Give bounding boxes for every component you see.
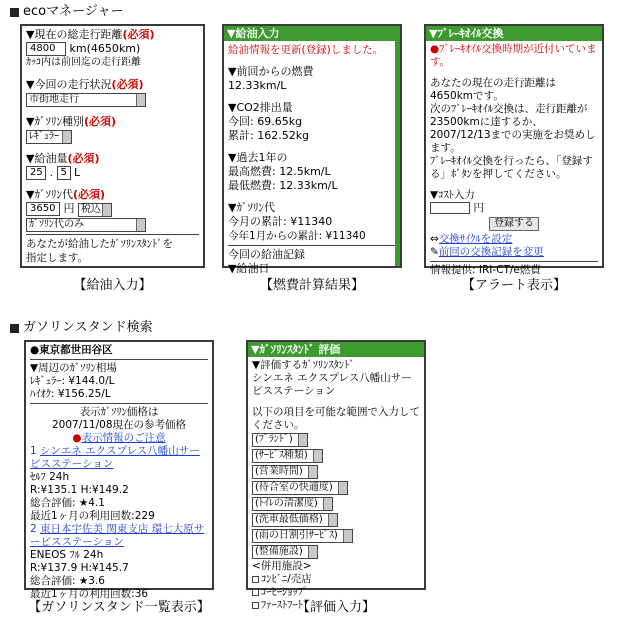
section-title-gs: ガソリンスタンド検索: [10, 320, 153, 336]
odometer-input[interactable]: 4800: [26, 42, 66, 56]
eval-select[interactable]: (ﾌﾞﾗﾝﾄﾞ): [252, 433, 308, 447]
eval-select[interactable]: (整備施設): [252, 545, 318, 559]
screen-evaluation: ▼ｶﾞｿﾘﾝｽﾀﾝﾄﾞ 評価 ▼評価するｶﾞｿﾘﾝｽﾀﾝﾄﾞ シンエネ エクスプレス八幡山サービスステーション 以下の項目を可能な範囲で入力してください。 (ﾌﾞﾗﾝﾄﾞ) (ｻｰﾋﾞｽ種類) (営業時間) (待合室の快適度) (ﾄｲﾚの清潔度) (洗車最低価格) (雨の日割引ｻｰﾋﾞｽ) (整備施設) <併用施設> ｺﾝﾋﾞﾆ/売店 ｺｰﾋｰｼｮｯﾌﾟ ﾌｧｰｽﾄﾌｰﾄﾞ: [246, 340, 426, 590]
screen-alert: ▼ﾌﾞﾚｰｷｵｲﾙ交換 ●ﾌﾞﾚｰｷｵｲﾙ交換時期が近付いています。 あなたの現在の走行距離は4650kmです。 次のﾌﾞﾚｰｷｵｲﾙ交換は、走行距離が23500kmに達するか、2007/12/13までの実施をお奨めします。 ﾌﾞﾚｰｷｵｲﾙ交換を行ったら、「登録する」ﾎﾞﾀﾝを押してください。 ▼ｺｽﾄ入力 円 登録する ⇔交換ｻｲｸﾙを設定 ✎前回の交換記録を変更 情報提供: IRI-CT/e燃費: [424, 24, 604, 268]
caption-alert: 【アラート表示】: [461, 278, 566, 293]
eval-select[interactable]: (雨の日割引ｻｰﾋﾞｽ): [252, 529, 353, 543]
square-icon: [10, 8, 19, 17]
driving-status-select[interactable]: 市街地走行: [26, 93, 146, 107]
square-icon: [10, 324, 19, 333]
station-link-1[interactable]: シンエネ エクスプレス八幡山サービスステーション: [30, 445, 200, 470]
caption-fuel-input: 【給油入力】: [73, 278, 152, 293]
section-title-eco: ecoマネージャー: [10, 4, 124, 20]
price-type-select[interactable]: ｶﾞｿﾘﾝ代のみ: [26, 218, 146, 232]
cost-input[interactable]: [430, 202, 470, 214]
caption-evaluation: 【評価入力】: [296, 600, 375, 615]
history-link[interactable]: 前回の交換記録を変更: [438, 246, 544, 258]
eval-select[interactable]: (営業時間): [252, 465, 318, 479]
checkbox[interactable]: [252, 589, 259, 596]
screen-station-list: ●東京都世田谷区 ▼周辺のｶﾞｿﾘﾝ相場 ﾚｷﾞｭﾗｰ: ¥144.0/L ﾊｲｵｸ: ¥156.25/L 表示ｶﾞｿﾘﾝ価格は 2007/11/08現在の参考価格 ●表示情報のご注意 1 シンエネ エクスプレス八幡山サービスステーション ｾﾙﾌ 24h R:¥135.1 H:¥149.2 総合評価: ★4.1 最近1ヶ月の利用回数:229 2 東日本宇佐美 関東支店 環七大原サービスステーション ENEOS ﾌﾙ 24h R:¥137.9 H:¥145.7 総合評価: ★3.6 最近1ヶ月の利用回数:36: [24, 340, 214, 590]
eval-select[interactable]: (待合室の快適度): [252, 481, 348, 495]
tax-select[interactable]: 税込: [78, 203, 112, 217]
scrollbar[interactable]: [395, 26, 400, 266]
gas-type-select[interactable]: ﾚｷﾞｭﾗｰ: [26, 130, 72, 144]
checkbox[interactable]: [252, 576, 259, 583]
link-icon: ⇔: [430, 233, 439, 245]
price-input[interactable]: 3650: [26, 202, 60, 216]
pin-icon: ●: [430, 43, 440, 55]
pin-icon: ●: [72, 432, 82, 444]
eval-select[interactable]: (ｻｰﾋﾞｽ種類): [252, 449, 323, 463]
screen-fuel-input: ▼現在の総走行距離(必須) 4800 km(4650km) ｶｯｺ内は前回迄の走行距離 ▼今回の走行状況(必須) 市街地走行 ▼ｶﾞｿﾘﾝ種別(必須) ﾚｷﾞｭﾗｰ ▼給油量(必須) 25 . 5 L ▼ｶﾞｿﾘﾝ代(必須) 3650 円 税込 ｶﾞｿﾘﾝ代のみ あなたが給油したｶﾞｿﾘﾝｽﾀﾝﾄﾞを 指定します。: [20, 24, 205, 268]
caption-station-list: 【ガソリンスタンド一覧表示】: [28, 600, 210, 615]
fuel-qty-int-input[interactable]: 25: [26, 166, 46, 180]
station-link-2[interactable]: 東日本宇佐美 関東支店 環七大原サービスステーション: [30, 523, 205, 548]
caption-fuel-result: 【燃費計算結果】: [259, 278, 364, 293]
pencil-icon: ✎: [430, 246, 439, 258]
fuel-qty-dec-input[interactable]: 5: [57, 166, 71, 180]
cycle-link[interactable]: 交換ｻｲｸﾙを設定: [438, 233, 513, 245]
notice-link[interactable]: 表示情報のご注意: [81, 432, 166, 444]
eval-select[interactable]: (洗車最低価格): [252, 513, 338, 527]
eval-select[interactable]: (ﾄｲﾚの清潔度): [252, 497, 333, 511]
register-button[interactable]: 登録する: [489, 217, 539, 231]
screen-fuel-result: ▼給油入力 給油情報を更新(登録)しました。 ▼前回からの燃費 12.33km/L ▼CO2排出量 今回: 69.65kg 累計: 162.52kg ▼過去1年の 最高燃費: 12.5km/L 最低燃費: 12.33km/L ▼ｶﾞｿﾘﾝ代 今月の累計: ¥11340 今年1月からの累計: ¥11340 今回の給油記録 ▼給油日: [222, 24, 402, 268]
